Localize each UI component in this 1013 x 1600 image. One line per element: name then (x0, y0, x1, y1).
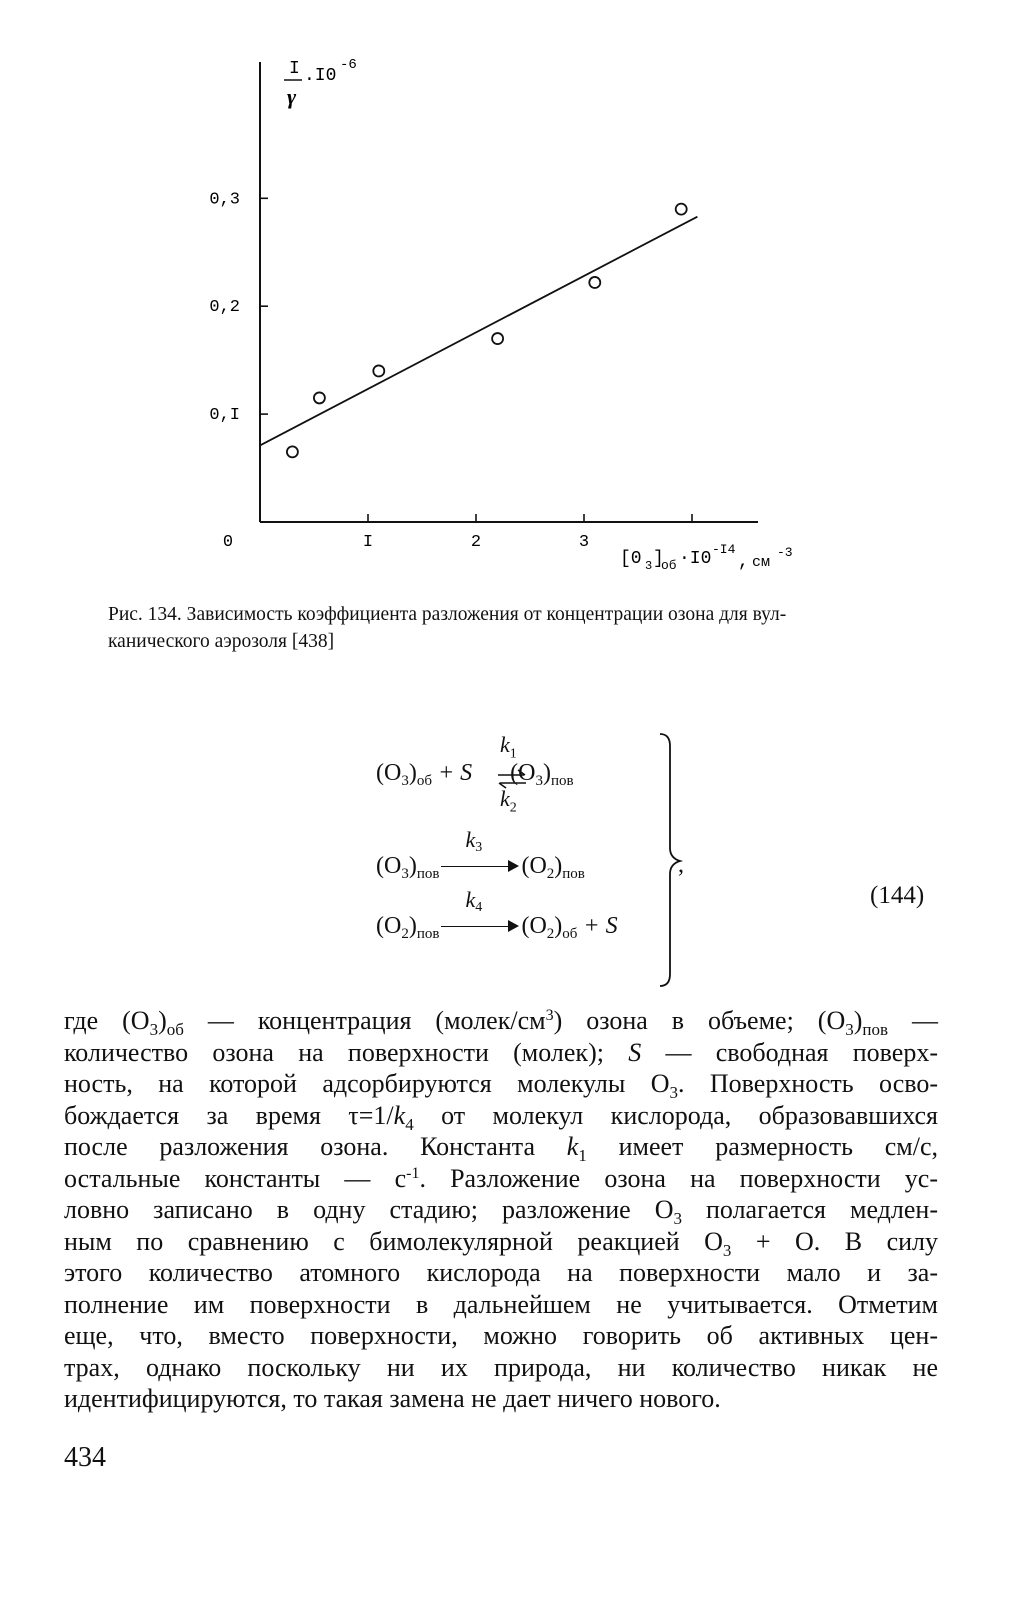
body-line-8: ным по сравнению с бимолекулярной реакцией $O_3 + O$. В силу (64, 1226, 938, 1260)
r1-left-sub: 3 (401, 773, 409, 789)
ozone-decomposition-chart (0, 0, 1013, 600)
svg-text:I: I (289, 59, 300, 79)
y-tick-label: 0,3 (209, 190, 240, 210)
r1-right-phase: пов (551, 773, 574, 789)
data-point (373, 365, 384, 376)
caption-line-1: Рис. 134. Зависимость коэффициента разложения от концентрации озона для вул- (108, 604, 787, 625)
body-line-3: ность, на которой адсорбируются молекулы $O_3$. Поверхность осво- (64, 1069, 938, 1102)
fit-line-group (260, 217, 697, 446)
data-point (589, 277, 600, 288)
page-number: 434 (64, 1442, 106, 1473)
reaction-1 (376, 760, 574, 790)
r1-plus-s: + S (431, 760, 479, 786)
svg-text:·I0: ·I0 (679, 549, 712, 569)
svg-text:3: 3 (645, 559, 653, 573)
figure-caption (108, 601, 938, 655)
fit-line (260, 217, 697, 446)
r3-arrow-icon: $k_4$ (441, 917, 519, 937)
body-line-12: трах, однако поскольку ни их природа, ни количество никак не (64, 1352, 938, 1382)
r1-right: (O (510, 760, 536, 786)
svg-text:см: см (752, 554, 771, 571)
svg-text:,: , (738, 552, 749, 572)
svg-text:]: ] (653, 549, 664, 569)
body-line-9: этого количество атомного кислорода на поверхности мало и за- (64, 1258, 938, 1287)
body-line-13: идентифицируются, то такая замена не дает ничего нового. (64, 1384, 721, 1413)
body-line-11: еще, что, вместо поверхности, можно говорить об активных цен- (64, 1321, 938, 1350)
x-tick-label: 3 (578, 533, 590, 552)
svg-text:об: об (661, 558, 677, 573)
caption-line-2: канического аэрозоля [438] (108, 631, 335, 652)
body-line-10: полнение им поверхности в дальнейшем не учитывается. Отметим (64, 1289, 938, 1319)
x-axis-label (620, 542, 793, 573)
body-line-4: бождается за время $\tau=1/k_4$ от молекул кислорода, образовавшихся (64, 1100, 938, 1134)
x-ticks (223, 514, 692, 552)
body-line-6: остальные константы — $с^{-1}$. Разложение озона на поверхности ус- (64, 1163, 938, 1193)
svg-text:-3: -3 (777, 545, 793, 560)
r1-k-bottom: $k_2$ (500, 786, 517, 816)
body-line-5: после разложения озона. Константа $k_1$ имеет размерность см/с, (64, 1132, 938, 1165)
reaction-2: $(O_3)_{пов}$ $k_3$ $(O_2)_{пов}$ (376, 827, 585, 882)
reaction-3: $(O_2)_{пов}$ $k_4$ $(O_2)_{об} + S$ (376, 887, 618, 942)
body-text (64, 1005, 938, 1415)
body-line-7: ловно записано в одну стадию; разложение $O_3$ полагается медлен- (64, 1195, 938, 1228)
data-points (287, 204, 687, 458)
equation-number: (144) (870, 882, 925, 909)
scheme-comma: , (678, 852, 684, 878)
r1-right-sub: 3 (535, 773, 543, 789)
data-point (314, 392, 325, 403)
r1-left-phase: об (416, 773, 432, 789)
right-brace-icon (652, 730, 692, 990)
r2-arrow-icon: $k_3$ (441, 857, 519, 877)
r1-left-close: ) (408, 760, 417, 786)
svg-text:-I4: -I4 (712, 542, 736, 557)
r1-left: (O (376, 760, 402, 786)
body-line-2: количество озона на поверхности (молек); S — свободная поверх- (64, 1037, 938, 1067)
data-point (676, 204, 687, 215)
data-point (287, 446, 298, 457)
y-axis-label (284, 57, 357, 109)
r1-k-top: $k_1$ (500, 732, 517, 762)
r1-right-close: ) (543, 760, 551, 786)
svg-text:γ: γ (287, 84, 297, 109)
svg-text:-6: -6 (340, 57, 357, 73)
body-line-1: где $(O_3)_{об}$ — концентрация $(молек/см^3)$ озона в объеме; $(O_3)_{пов}$ — (64, 1006, 939, 1039)
svg-text:[0: [0 (620, 549, 642, 569)
x-tick-label: 2 (470, 533, 482, 552)
y-tick-label: 0,I (209, 406, 240, 426)
data-point (492, 333, 503, 344)
y-tick-label: 0,2 (209, 298, 240, 318)
x-tick-label: I (362, 533, 374, 552)
svg-text:.I0: .I0 (304, 66, 337, 86)
x-tick-label: 0 (222, 533, 234, 552)
